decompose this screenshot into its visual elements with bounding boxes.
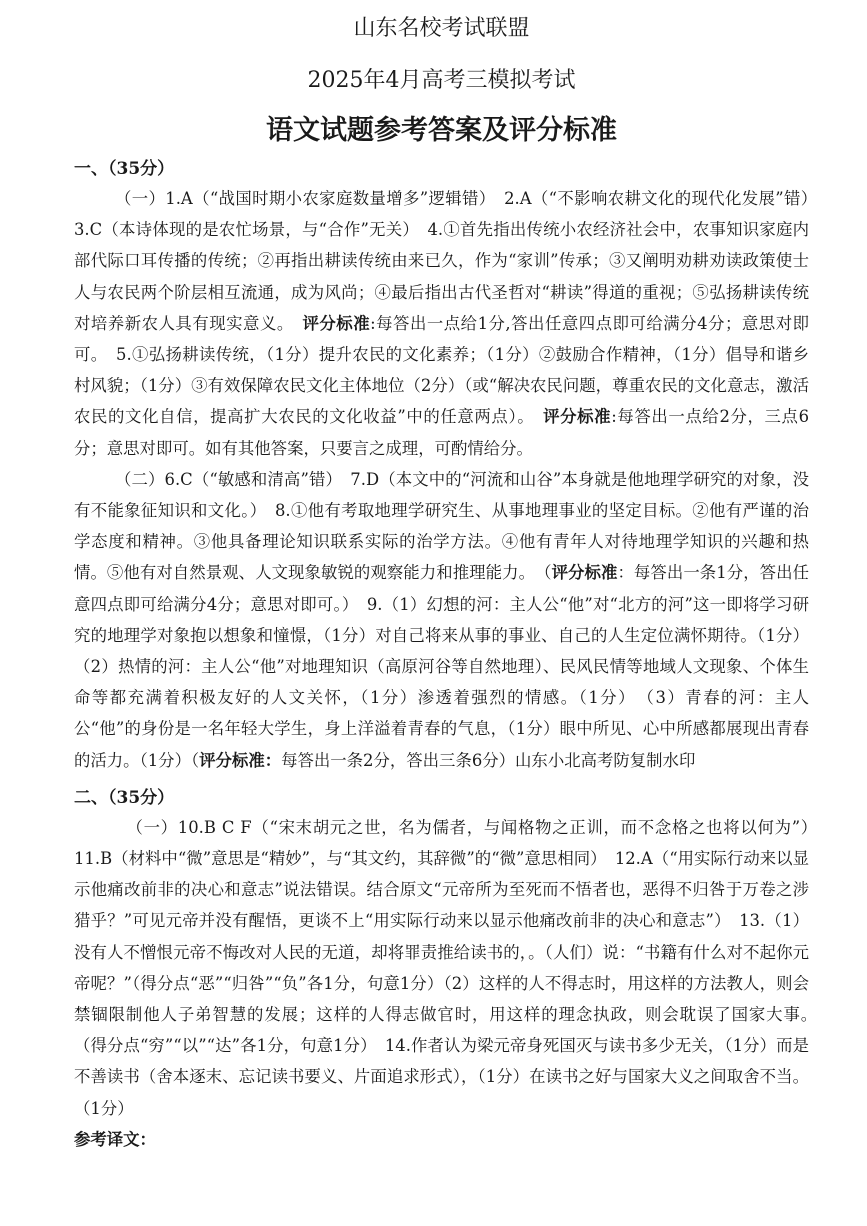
scoring-standard-label: 评分标准 [302,313,371,333]
section-two-part-one: （一）10.B C F（“宋末胡元之世，名为儒者，与闻格物之正训，而不念格之也将以何为”） 11.B（材料中“微”意思是“精妙”，与“其文约，其辞微”的“微”意思相同） 12.A（“用实际行动来以显示他痛改前非的决心和意志”说法错误。结合原文“元帝所为至死而不悟者也，恶得不归咎于万卷之涉猎乎？”可见元帝并没有醒悟，更谈不上“用实际行动来以显示他痛改前非的决心和意志”） 13.（1）没有人不憎恨元帝不悔改对人民的无道，却将罪责推给读书的，。（人们）说：“书籍有什么对不起你元帝呢？”（得分点“恶”“归咎”“负”各1分，句意1分）（2）这样的人不得志时，用这样的方法教人，则会禁锢限制他人子弟智慧的发展；这样的人得志做官时，用这样的理念执政，则会耽误了国家大事。 （得分点“穷”“以”“达”各1分，句意1分） 14.作者认为梁元帝身死国灭与读书多少无关，（1分）而是不善读书（舍本逐末、忘记读书要义、片面追求形式），（1分）在读书之好与国家大义之间取舍不当。（1分） [74,817,826,1118]
exam-name: 2025年4月高考三模拟考试 [307,68,576,93]
answer-text: （二）6.C（“敏感和清高”错） 7.D（本文中的“河流和山谷”本身就是他地理学研究的对象，没有不能象征知识和文化。） 8.①他有考取地理学研究生、从事地理事业的坚定目标。②他有严谨的治学态度和精神。③他具备理论知识联系实际的治学方法。④他有青年人对待地理学知识的兴趣和热情。⑤他有对自然景观、人文现象敏锐的观察能力和推理能力。 （ [74,469,809,583]
scoring-standard-label: 评分标准： [199,750,282,770]
section-one-part-one [74,183,826,464]
answer-text: 每答出一条2分，答出三条6分）山东小北高考防复制水印 [281,750,696,770]
answer-text: :每答出一点给2分，三点6分；意思对即可。如有其他答案，只要言之成理，可酌情给分。 [74,407,809,458]
document-title: 语文试题参考答案及评分标准 [266,115,617,146]
section-one-heading: 一、（35分） [74,159,175,179]
section-two-heading: 二、（35分） [74,787,175,808]
answer-text: ：每答出一条1分，答出任意四点即可给满分4分；意思对即可。） 9.（1）幻想的河：主人公“他”对“北方的河”这一即将学习研究的地理学对象抱以想象和憧憬，（1分）对自己将来从事的事业、自己的人生定位满怀期待。（1分）（2）热情的河：主人公“他”对地理知识（高原河谷等自然地理）、民风民情等地域人文现象、个体生命等都充满着积极友好的人文关怀，（1分）渗透着强烈的情感。（1分） （3）青春的河：主人公“他”的身份是一名年轻大学生，身上洋溢着青春的气息，（1分）眼中所见、心中所感都展现出青春的活力。（1分）（ [74,563,810,770]
scoring-standard-label: 评分标准 [551,563,618,583]
scoring-standard-label: 评分标准 [543,407,612,427]
answer-text: :每答出一点给1分,答出任意四点即可给满分4分；意思对即可。 5.①弘扬耕读传统，（1分）提升农民的文化素养；（1分）②鼓励合作精神，（1分）倡导和谐乡村风貌；（1分）③有效保障农民文化主体地位（2分）（或“解决农民问题，尊重农民的文化意志，激活农民的文化自信，提高扩大农民的文化收益”中的任意两点）。 [74,313,809,427]
section-one-part-two [74,464,809,776]
answer-text: （一）1.A（“战国时期小农家庭数量增多”逻辑错） 2.A（“不影响农耕文化的现代化发展”错） 3.C（本诗体现的是农忙场景，与“合作”无关） 4.①首先指出传统小农经济社会中，农事知识家庭内部代际口耳传播的传统；②再指出耕读传统由来已久，作为“家训”传承；③又阐明劝耕劝读政策使士人与农民两个阶层相互流通，成为风尚；④最后指出古代圣哲对“耕读”得道的重视；⑤弘扬耕读传统对培养新农人具有现实意义。 [74,189,826,333]
reference-translation-label: 参考译文： [74,1129,156,1149]
exam-league-title: 山东名校考试联盟 [353,16,530,41]
